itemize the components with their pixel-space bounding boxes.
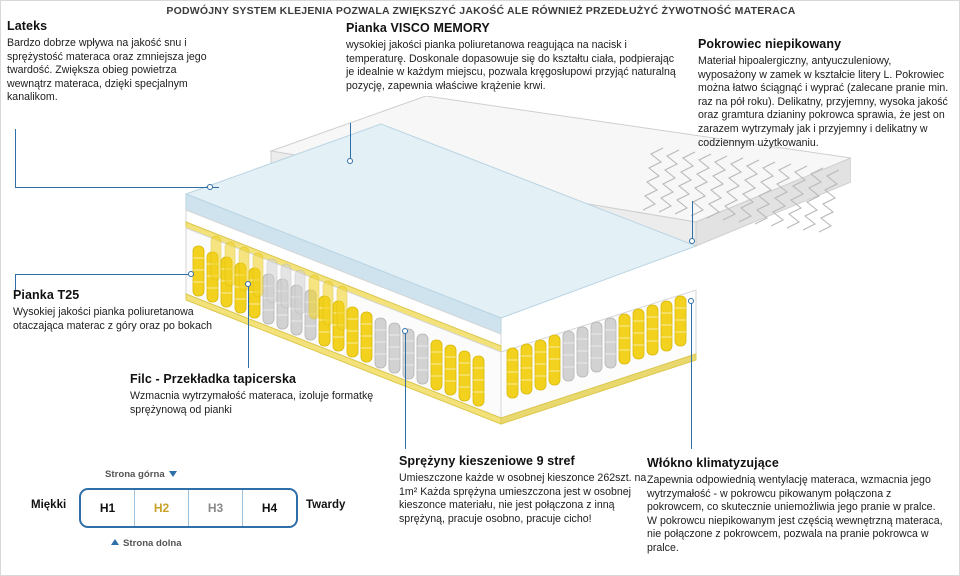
leader-line-pokrowiec — [692, 201, 693, 241]
hardness-scale-box[interactable] — [79, 488, 298, 528]
leader-line-visco — [350, 123, 351, 161]
annotation-visco — [346, 21, 678, 93]
scale-bottom-label: Strona dolna — [123, 538, 182, 549]
leader-dot-pokrowiec — [689, 238, 695, 244]
scale-hard-label: Twardy — [306, 499, 346, 511]
annotation-visco-body: wysokiej jakości pianka poliuretanowa reagująca na nacisk i temperaturę. Doskonale dopasowuje się do kształtu ciała, podpierając je idealnie w każdym miejscu, pozwala kręgosłupowi przyjąć naturalną pozycję, zapewnia właściwe krążenie krwi. — [346, 39, 676, 92]
annotation-wlokno-title: Włókno klimatyzujące — [647, 456, 779, 470]
annotation-pokrowiec-title: Pokrowiec niepikowany — [698, 37, 842, 51]
annotation-wlokno-body: Zapewnia odpowiednią wentylację materaca, wzmacnia jego wytrzymałość - w pokrowcu pikowanym połączona z pokrowcem, co skutecznie uniemożliwia jego pranie w pralce. W pokrowcu niepikowanym jest częścią wewnętrzną materaca, nie połączone z pokrowcem, pozwala na pranie pokrowca w pralce. — [647, 474, 943, 554]
annotation-lateks-title: Lateks — [7, 19, 48, 33]
annotation-filc-body: Wzmacnia wytrzymałość materaca, izoluje formatkę sprężynową od pianki — [130, 390, 374, 416]
annotation-sprezyny-body: Umieszczone każde w osobnej kieszonce 262szt. na 1m² Każda sprężyna umieszczona jest w osobnej kieszonce materiału, nie jest połączona z inną sprężyną, pracuje osobno, pracuje cicho! — [399, 472, 647, 525]
annotation-lateks — [7, 19, 207, 105]
annotation-visco-title: Pianka VISCO MEMORY — [346, 21, 490, 35]
annotation-wlokno — [647, 456, 947, 556]
leader-line-sprezyny — [405, 331, 406, 449]
leader-dot-visco — [347, 158, 353, 164]
hardness-cell-h3[interactable]: H3 — [189, 490, 243, 526]
leader-line-lateks-v — [15, 129, 16, 187]
annotation-sprezyny — [399, 454, 654, 526]
leader-line-wlokno — [691, 301, 692, 449]
arrow-up-icon — [111, 539, 119, 545]
annotation-pokrowiec-body: Materiał hipoalergiczny, antyuczuleniowy, wyposażony w zamek w kształcie litery L. Pokrowiec można łatwo ściągnąć i wyprać (zalecane pranie min. raz na pół roku). Delikatny, przyjemny, wysoka jakość oraz gramtura dzianiny pokrowca sprawia, że jest on zarazem wytrzymały jak i przyjemny i delikatny w codziennym użytkowaniu. — [698, 55, 949, 149]
scale-soft-label: Miękki — [31, 499, 67, 511]
leader-dot-t25 — [188, 271, 194, 277]
annotation-filc-title: Filc - Przekładka tapicerska — [130, 372, 297, 386]
top-banner: PODWÓJNY SYSTEM KLEJENIA POZWALA ZWIĘKSZYĆ JAKOŚĆ ALE RÓWNIEŻ PRZEDŁUŻYĆ ŻYWOTNOŚĆ MATERACA — [166, 5, 796, 17]
annotation-t25 — [13, 288, 213, 333]
annotation-pokrowiec — [698, 37, 950, 150]
hardness-cell-h2[interactable]: H2 — [135, 490, 189, 526]
leader-line-filc — [248, 284, 249, 368]
annotation-lateks-body: Bardzo dobrze wpływa na jakość snu i sprężystość materaca oraz zmniejsza jego twardość. Zwiększa obieg powietrza wewnątrz materaca, dzięki specjalnym kanalikom. — [7, 37, 207, 104]
leader-line-t25 — [15, 274, 191, 275]
annotation-sprezyny-title: Sprężyny kieszeniowe 9 stref — [399, 454, 575, 468]
annotation-filc — [130, 372, 380, 417]
hardness-cell-h1[interactable]: H1 — [81, 490, 135, 526]
hardness-cell-h4[interactable]: H4 — [261, 501, 278, 515]
annotation-t25-title: Pianka T25 — [13, 288, 80, 302]
scale-top-label: Strona górna — [105, 469, 165, 480]
annotation-t25-body: Wysokiej jakości pianka poliuretanowa otaczająca materac z góry oraz po bokach — [13, 306, 213, 332]
leader-line-lateks — [15, 187, 219, 188]
leader-dot-lateks — [207, 184, 213, 190]
leader-dot-filc — [245, 281, 251, 287]
leader-dot-wlokno — [688, 298, 694, 304]
leader-dot-sprezyny — [402, 328, 408, 334]
hardness-scale — [31, 469, 376, 555]
arrow-down-icon — [169, 471, 177, 477]
